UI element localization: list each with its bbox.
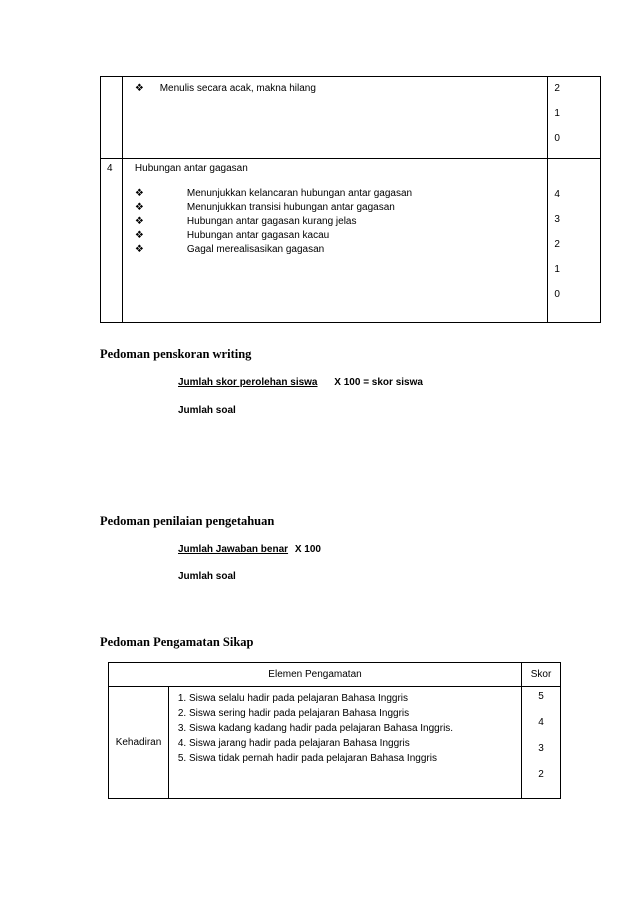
score-value: 3 (538, 743, 544, 754)
criteria-item: Menunjukkan kelancaran hubungan antar gagasan (186, 188, 413, 199)
criteria-item: Hubungan antar gagasan kurang jelas (186, 216, 357, 227)
score-value: 2 (554, 239, 560, 250)
list-item: 4. Siswa jarang hadir pada pelajaran Bahasa Inggris (189, 736, 521, 751)
table-row (101, 159, 601, 323)
writing-denominator: Jumlah soal (178, 405, 236, 416)
table-row (109, 687, 561, 799)
formula-tail: X 100 = skor siswa (334, 377, 423, 388)
score-cell (548, 77, 601, 159)
diamond-bullet-icon: ❖ (134, 202, 144, 213)
col-score-header: Skor (522, 663, 561, 687)
score-value: 1 (554, 108, 560, 119)
list-item: 3. Siswa kadang kadang hadir pada pelajaran Bahasa Inggris. (189, 721, 521, 736)
criteria-item: Menunjukkan transisi hubungan antar gagasan (186, 202, 395, 213)
col-element-header: Elemen Pengamatan (109, 663, 522, 687)
diamond-bullet-icon: ❖ (134, 188, 144, 199)
list-item: 2. Siswa sering hadir pada pelajaran Bahasa Inggris (189, 706, 521, 721)
list-item: 1. Siswa selalu hadir pada pelajaran Bahasa Inggris (189, 691, 521, 706)
attitude-table (108, 662, 561, 799)
score-value: 5 (538, 691, 544, 702)
criteria-cell (122, 77, 547, 159)
score-cell (522, 687, 561, 799)
diamond-bullet-icon: ❖ (134, 230, 144, 241)
diamond-bullet-icon: ❖ (134, 216, 144, 227)
row-number: 4 (107, 163, 113, 174)
formula-tail: X 100 (294, 544, 321, 555)
table-row (101, 77, 601, 159)
knowledge-heading: Pedoman penilaian pengetahuan (100, 514, 275, 528)
criteria-title: Hubungan antar gagasan (134, 163, 248, 174)
writing-numerator (178, 377, 423, 389)
table-header-row (109, 663, 561, 687)
criteria-item: Gagal merealisasikan gagasan (186, 244, 325, 255)
numerator-text: Jumlah Jawaban benar (178, 544, 289, 555)
diamond-bullet-icon: ❖ (134, 244, 144, 255)
score-value: 0 (554, 133, 560, 144)
criteria-item: Hubungan antar gagasan kacau (186, 230, 330, 241)
knowledge-numerator (178, 544, 321, 556)
criteria-item: Menulis secara acak, makna hilang (159, 83, 316, 94)
score-value: 0 (554, 289, 560, 300)
score-value: 2 (538, 769, 544, 780)
category-cell: Kehadiran (109, 687, 169, 799)
rubric-table (100, 76, 601, 323)
number-cell (101, 77, 123, 159)
score-cell (548, 159, 601, 323)
score-value: 4 (554, 189, 560, 200)
attitude-heading: Pedoman Pengamatan Sikap (100, 635, 254, 649)
items-cell (169, 687, 522, 799)
writing-heading: Pedoman penskoran writing (100, 347, 252, 361)
criteria-cell (122, 159, 547, 323)
score-value: 2 (554, 83, 560, 94)
knowledge-denominator: Jumlah soal (178, 571, 236, 582)
list-item: 5. Siswa tidak pernah hadir pada pelajaran Bahasa Inggris (189, 751, 521, 766)
score-value: 3 (554, 214, 560, 225)
score-value: 4 (538, 717, 544, 728)
score-value: 1 (554, 264, 560, 275)
number-cell (101, 159, 123, 323)
numerator-text: Jumlah skor perolehan siswa (178, 377, 318, 388)
diamond-bullet-icon: ❖ (134, 83, 144, 94)
